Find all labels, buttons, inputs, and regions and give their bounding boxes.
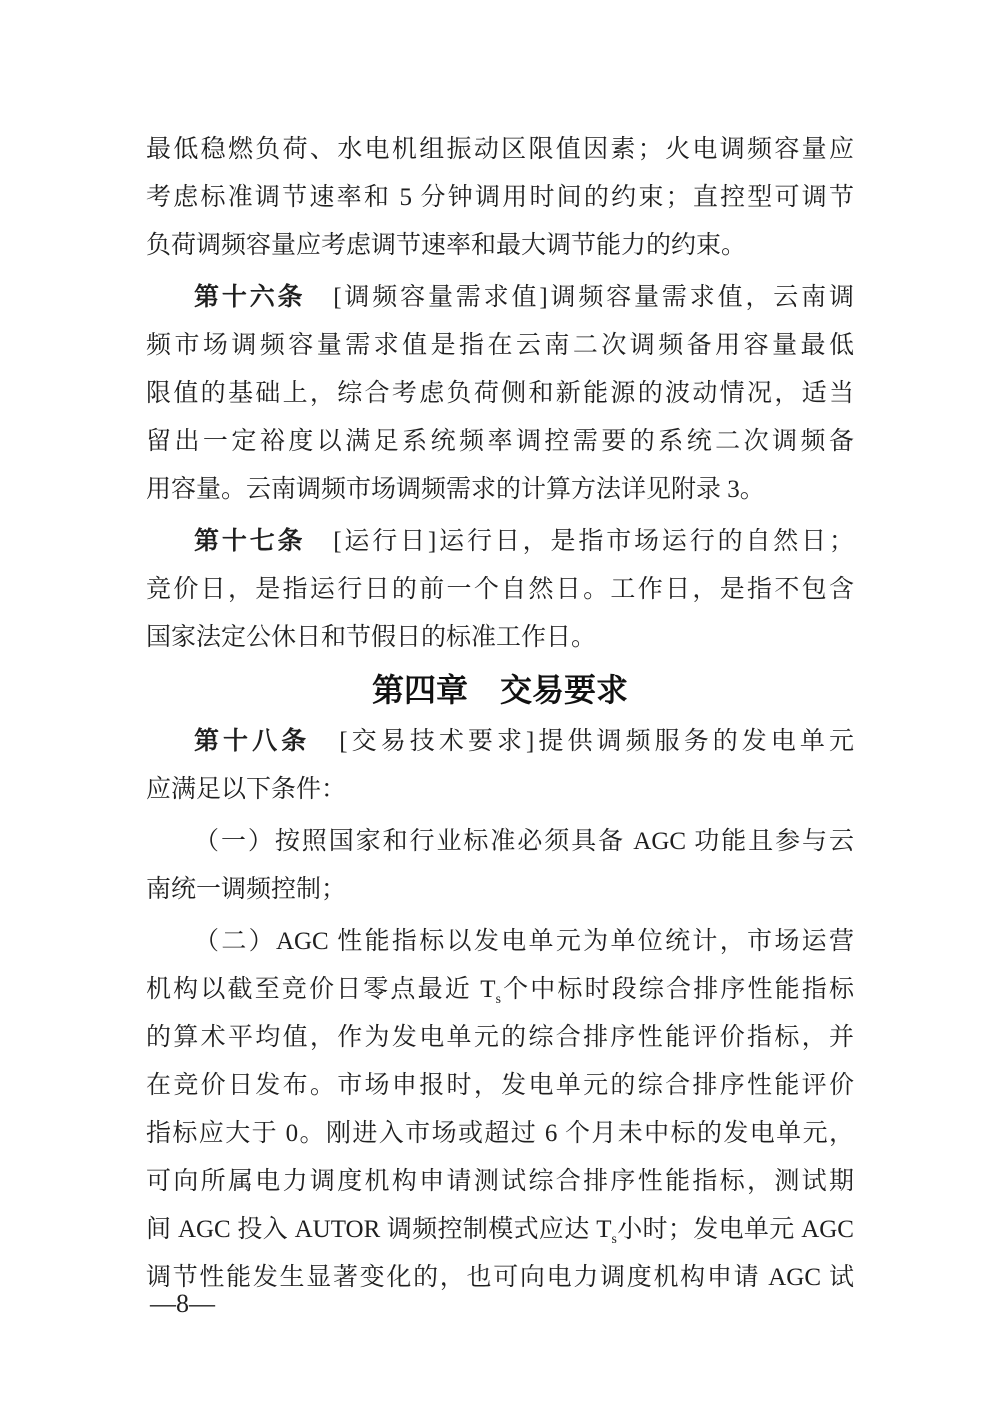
text-run: 考虑标准调节速率和 5 分钟调用时间的约束；直控型可调节 <box>146 184 854 211</box>
chapter-heading: 第四章 交易要求 <box>371 672 628 708</box>
text-line <box>146 818 854 866</box>
article-number: 第十六条 <box>194 284 306 311</box>
text-line <box>146 418 854 466</box>
text-run: 限值的基础上，综合考虑负荷侧和新能源的波动情况，适当 <box>146 380 854 407</box>
text-line <box>146 274 854 322</box>
text-line <box>146 966 854 1014</box>
text-run: （一）按照国家和行业标准必须具备 AGC 功能且参与云 <box>194 828 854 855</box>
text-run: 留出一定裕度以满足系统频率调控需要的系统二次调频备 <box>146 428 854 455</box>
text-run: 用容量。云南调频市场调频需求的计算方法详见附录 3。 <box>146 476 765 503</box>
text-run: 国家法定公休日和节假日的标准工作日。 <box>146 624 597 651</box>
text-line <box>146 518 854 566</box>
text-line <box>146 1158 854 1206</box>
text-run: 调节性能发生显著变化的，也可向电力调度机构申请 AGC 试 <box>146 1264 854 1291</box>
text-line <box>146 866 854 914</box>
page-number: —8— <box>150 1289 215 1318</box>
text-run: 的算术平均值，作为发电单元的综合排序性能评价指标，并 <box>146 1024 854 1051</box>
text-line <box>146 918 854 966</box>
text-run: 负荷调频容量应考虑调节速率和最大调节能力的约束。 <box>146 232 747 259</box>
text-line <box>146 1206 854 1254</box>
text-run: 指标应大于 0。刚进入市场或超过 6 个月未中标的发电单元， <box>146 1120 854 1147</box>
paragraph <box>146 126 854 270</box>
text-line <box>146 614 854 662</box>
text-line <box>146 1254 854 1302</box>
text-run: 在竞价日发布。市场申报时，发电单元的综合排序性能评价 <box>146 1072 854 1099</box>
text-line <box>146 1014 854 1062</box>
text-line <box>146 466 854 514</box>
text-run: [交易技术要求]提供调频服务的发电单元 <box>310 728 854 755</box>
text-run: 机构以截至竞价日零点最近 $T_s$个中标时段综合排序性能指标 <box>146 976 854 1006</box>
paragraph <box>146 518 854 662</box>
text-line <box>146 1110 854 1158</box>
text-run: 竞价日，是指运行日的前一个自然日。工作日，是指不包含 <box>146 576 854 603</box>
text-run: [调频容量需求值]调频容量需求值，云南调 <box>305 284 854 311</box>
paragraph <box>146 274 854 514</box>
text-line <box>146 766 854 814</box>
text-run: 频市场调频容量需求值是指在云南二次调频备用容量最低 <box>146 332 854 359</box>
text-run: （二）AGC 性能指标以发电单元为单位统计，市场运营 <box>194 928 854 955</box>
text-run: 间 AGC 投入 AUTOR 调频控制模式应达 $T_s$小时；发电单元 AGC <box>146 1216 854 1246</box>
article-number: 第十七条 <box>194 528 306 555</box>
text-run: 可向所属电力调度机构申请测试综合排序性能指标，测试期 <box>146 1168 854 1195</box>
text-run: 应满足以下条件： <box>146 776 347 803</box>
text-run: 南统一调频控制； <box>146 876 347 903</box>
text-line <box>146 718 854 766</box>
text-line <box>146 222 854 270</box>
paragraph <box>146 918 854 1302</box>
text-line <box>146 174 854 222</box>
text-run: [运行日]运行日，是指市场运行的自然日； <box>305 528 854 555</box>
text-line <box>146 566 854 614</box>
text-line <box>146 370 854 418</box>
text-line <box>146 322 854 370</box>
paragraph <box>146 718 854 814</box>
article-number: 第十八条 <box>194 728 311 755</box>
document-body <box>146 126 854 1302</box>
paragraph <box>146 818 854 914</box>
text-line <box>146 126 854 174</box>
text-run: 最低稳燃负荷、水电机组振动区限值因素；火电调频容量应 <box>146 136 854 163</box>
text-line <box>146 1062 854 1110</box>
